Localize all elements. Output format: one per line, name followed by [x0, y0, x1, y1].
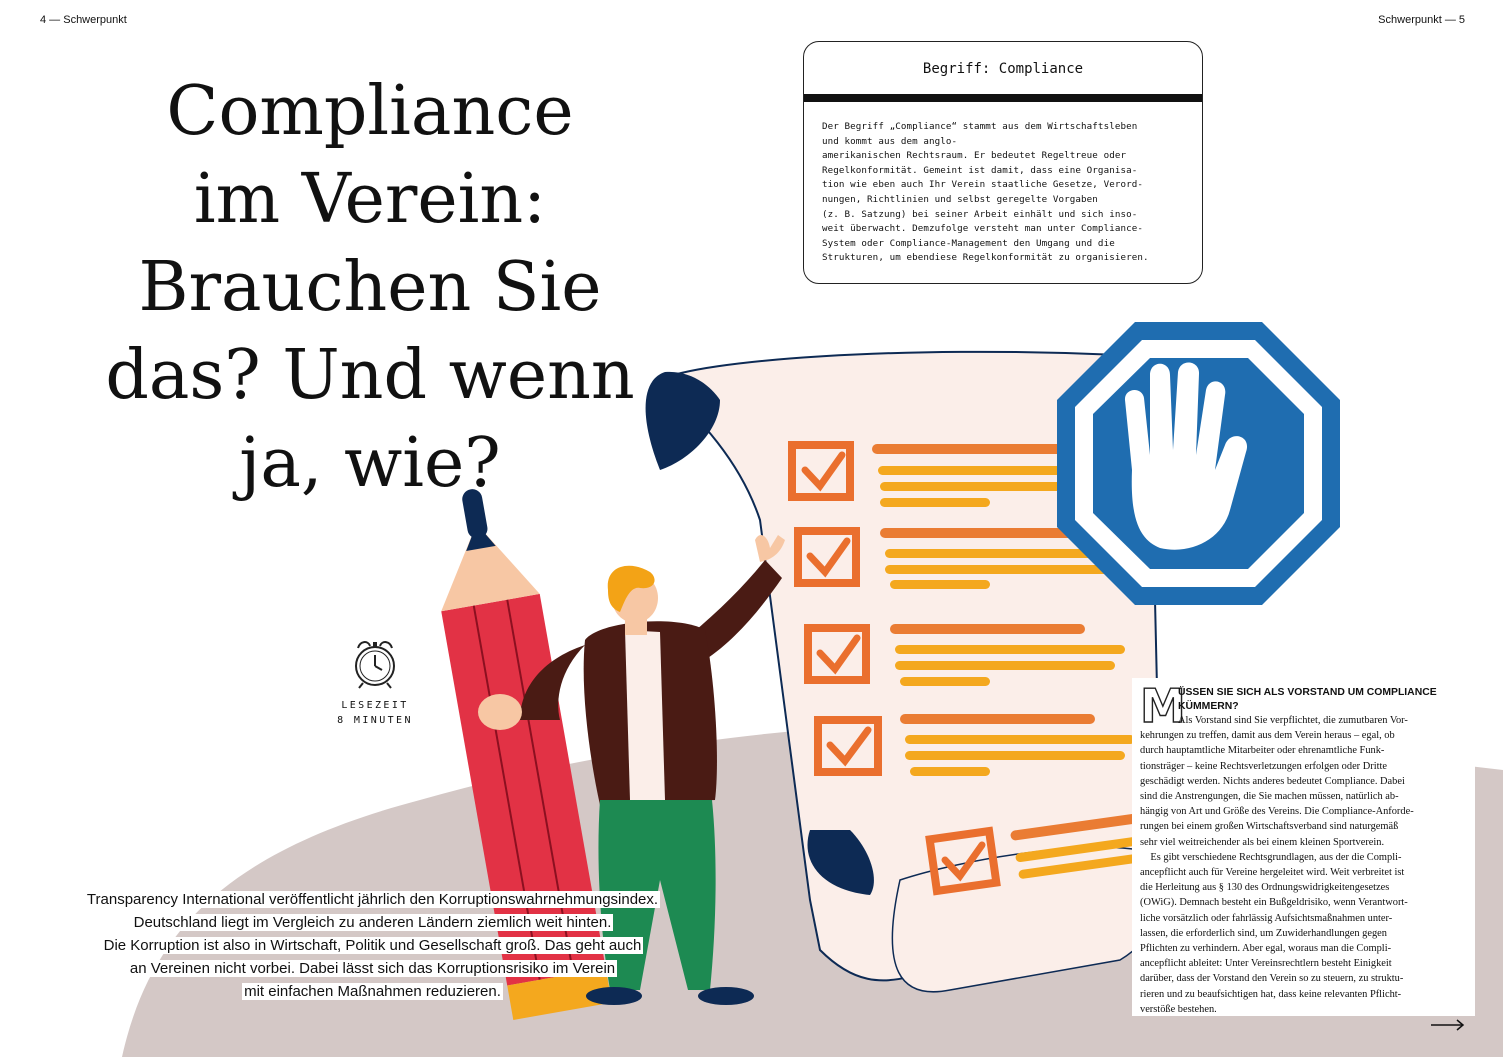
reading-time — [320, 636, 430, 728]
headline — [60, 68, 680, 508]
folio-right: Schwerpunkt — 5 — [1378, 14, 1465, 26]
intro-text — [60, 888, 685, 1003]
article-line: geschädigt werden. Nichts anderes bedeutet Compliance. Dabei — [1140, 775, 1405, 787]
intro-line: an Vereinen nicht vorbei. Dabei lässt sich das Korruptionsrisiko im Verein — [129, 960, 616, 977]
reading-time-value: 8 MINUTEN — [337, 715, 413, 726]
intro-line: Deutschland liegt im Vergleich zu anderen Ländern ziemlich weit hinten. — [133, 914, 612, 931]
article-line: verstöße bestehen. — [1140, 1003, 1217, 1015]
definition-line: amerikanischen Rechtsraum. Er bedeutet Regeltreue oder — [822, 150, 1127, 162]
headline-line-1: Compliance — [166, 72, 574, 151]
article-line: lassen, die erforderlich sind, um Zuwiderhandlungen gegen — [1140, 927, 1387, 939]
article-heading-line: KÜMMERN? — [1178, 700, 1239, 712]
article-line: ancepflicht ableitet: Unter Vereinsrechtlern besteht Einigkeit — [1140, 958, 1392, 970]
definition-line: und kommt aus dem anglo- — [822, 135, 958, 147]
article-line: die Herleitung aus § 130 des Ordnungswidrigkeitengesetzes — [1140, 882, 1390, 894]
definition-line: System oder Compliance-Management den Umgang und die — [822, 237, 1115, 249]
headline-line-3: Brauchen Sie — [138, 248, 602, 327]
article-line: Als Vorstand sind Sie verpflichtet, die zumutbaren Vor- — [1178, 715, 1408, 726]
intro-line: mit einfachen Maßnahmen reduzieren. — [244, 983, 501, 1000]
article-heading-line: ÜSSEN SIE SICH ALS VORSTAND UM COMPLIANCE — [1178, 687, 1437, 698]
article-line: ancepflicht auch für Vereine hergeleitet wird. Weit verbreitet ist — [1140, 867, 1405, 879]
intro-line: Transparency International veröffentlicht jährlich den Korruptionswahrnehmungsindex. — [86, 891, 659, 908]
article-line: hängig von Art und Größe des Vereins. Die Compliance-Anforde- — [1140, 806, 1414, 818]
definition-line: Strukturen, um ebendiese Regelkonformität zu organisieren. — [822, 252, 1149, 264]
article-line: rungen bei einem großen Wirtschaftsverband sind naturgemäß — [1140, 821, 1399, 833]
article-line: darüber, dass der Vorstand den Verein so zu steuern, zu struktu- — [1140, 973, 1404, 985]
headline-line-2: im Verein: — [193, 160, 547, 239]
article-line: sind die Anstrengungen, die Sie machen müssen, natürlich ab- — [1140, 791, 1399, 803]
article-body — [1140, 713, 1475, 1017]
article-line: (OWiG). Demnach besteht ein Bußgeldrisiko, wenn Verantwort- — [1140, 897, 1408, 909]
definition-body — [804, 102, 1202, 266]
article-line: sehr viel weitreichender als bei einem kleinen Sportverein. — [1140, 836, 1385, 848]
definition-line: weit überwacht. Demzufolge versteht man unter Compliance- — [822, 223, 1143, 235]
reading-time-label: LESEZEIT — [341, 700, 409, 711]
stop-hand-sign-icon — [1057, 322, 1340, 605]
dropcap: M — [1140, 679, 1186, 733]
article-line: kehrungen zu treffen, damit aus dem Verein heraus – egal, ob — [1140, 730, 1395, 742]
arrow-right-icon[interactable] — [1430, 1018, 1466, 1032]
article-line: durch hauptamtliche Mitarbeiter oder ehrenamtliche Funk- — [1140, 745, 1385, 757]
article-line: Es gibt verschiedene Rechtsgrundlagen, aus der die Compli- — [1140, 851, 1402, 863]
definition-line: Der Begriff „Compliance“ stammt aus dem Wirtschaftsleben — [822, 121, 1138, 132]
headline-line-4: das? Und wenn — [105, 336, 635, 415]
article-heading — [1140, 686, 1475, 713]
intro-line: Die Korruption ist also in Wirtschaft, Politik und Gesellschaft groß. Das geht auch — [103, 937, 642, 954]
article-column — [1132, 678, 1475, 1016]
alarm-clock-icon — [350, 636, 400, 690]
definition-line: Regelkonformität. Gemeint ist damit, dass eine Organisa- — [822, 164, 1138, 176]
definition-title: Begriff: Compliance — [804, 42, 1202, 102]
article-line: rieren und zu beaufsichtigen hat, dass keine relevanten Pflicht- — [1140, 988, 1402, 1000]
definition-line: tion wie eben auch Ihr Verein staatliche Gesetze, Verord- — [822, 179, 1143, 191]
definition-box — [803, 41, 1203, 284]
definition-line: (z. B. Satzung) bei seiner Arbeit einhält und sich inso- — [822, 208, 1138, 220]
article-line: tionsträger – keine Rechtsverletzungen erfolgen oder Dritte — [1140, 760, 1387, 772]
definition-line: nungen, Richtlinien und selbst geregelte Vorgaben — [822, 193, 1098, 205]
article-line: Pflichten zu verhindern. Aber egal, woraus man die Compli- — [1140, 943, 1392, 955]
article-line: liche vorsätzlich oder fahrlässig Aufsichtsmaßnahmen unter- — [1140, 912, 1393, 924]
folio-left: 4 — Schwerpunkt — [40, 14, 127, 26]
headline-line-5: ja, wie? — [239, 424, 501, 503]
